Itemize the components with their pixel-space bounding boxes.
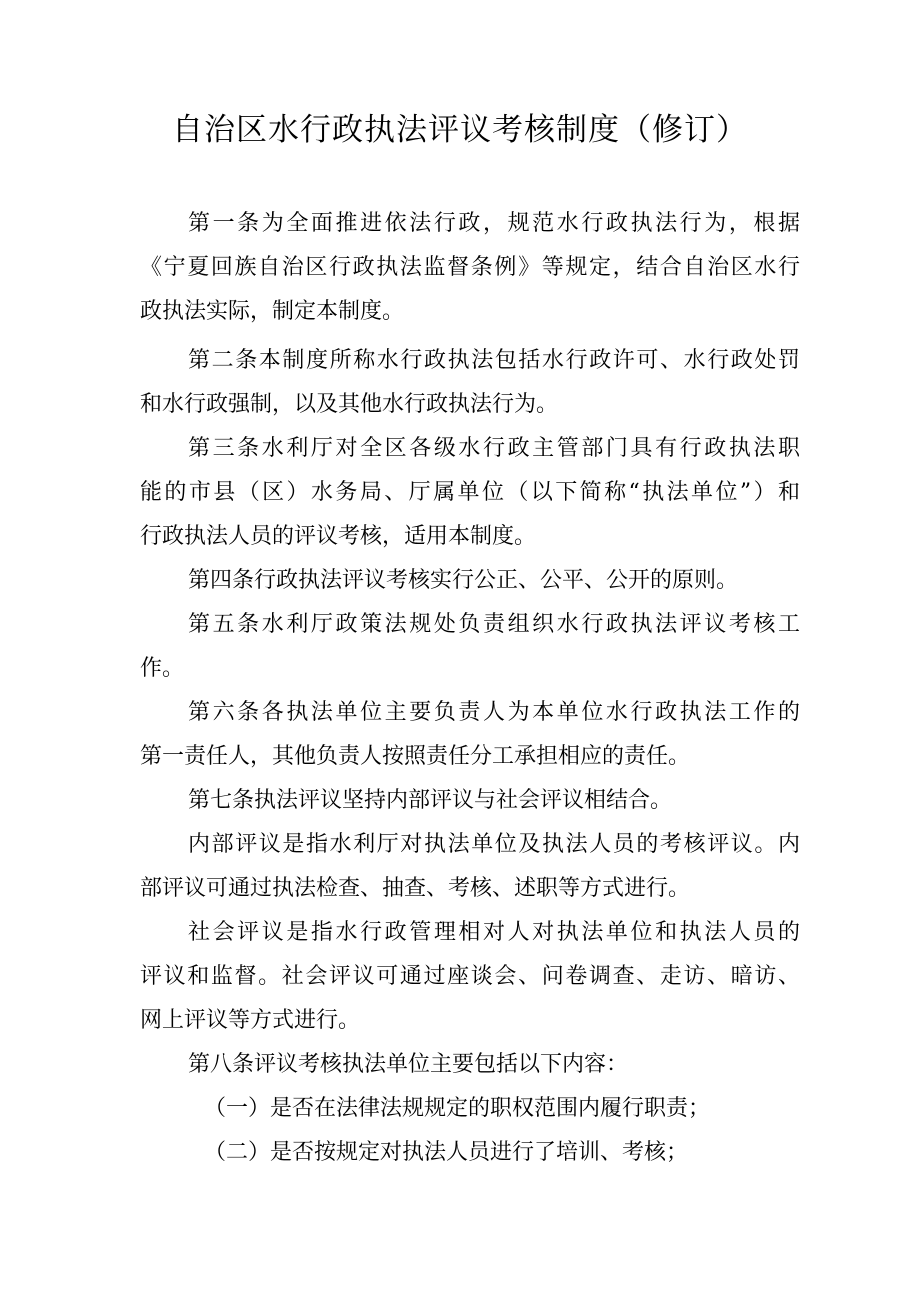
paragraph-line: 社会评议是指水行政管理相对人对执法单位和执法人员的	[188, 920, 800, 945]
paragraph-line: 评议和监督。社会评议可通过座谈会、问卷调查、走访、暗访、	[140, 964, 800, 989]
list-item: （二）是否按规定对执法人员进行了培训、考核；	[204, 1140, 689, 1165]
paragraph-line: 网上评议等方式进行。	[140, 1008, 361, 1033]
paragraph-line: 能的市县（区）水务局、厅属单位（以下简称“执法单位”）和	[140, 480, 800, 505]
paragraph-line: 政执法实际，制定本制度。	[140, 299, 405, 324]
paragraph-line: 第六条各执法单位主要负责人为本单位水行政执法工作的	[188, 700, 800, 725]
paragraph-line: 和水行政强制，以及其他水行政执法行为。	[140, 392, 559, 417]
paragraph-line: 《宁夏回族自治区行政执法监督条例》等规定，结合自治区水行	[140, 255, 800, 280]
paragraph-line: 第三条水利厅对全区各级水行政主管部门具有行政执法职	[188, 436, 800, 461]
paragraph-line: 第七条执法评议坚持内部评议与社会评议相结合。	[188, 788, 673, 813]
paragraph-line: 第四条行政执法评议考核实行公正、公平、公开的原则。	[188, 568, 739, 593]
paragraph-line: 内部评议是指水利厅对执法单位及执法人员的考核评议。内	[188, 832, 800, 857]
paragraph-line: 第五条水利厅政策法规处负责组织水行政执法评议考核工	[188, 612, 800, 637]
document-title: 自治区水行政执法评议考核制度（修订）	[172, 112, 748, 148]
paragraph-line: 作。	[140, 656, 185, 681]
paragraph-line: 第一责任人，其他负责人按照责任分工承担相应的责任。	[140, 744, 691, 769]
paragraph-line: 部评议可通过执法检查、抽查、考核、述职等方式进行。	[140, 876, 691, 901]
paragraph-line: 第一条为全面推进依法行政，规范水行政执法行为，根据	[188, 211, 800, 236]
paragraph-line: 行政执法人员的评议考核，适用本制度。	[140, 524, 537, 549]
paragraph-line: 第八条评议考核执法单位主要包括以下内容：	[188, 1052, 629, 1077]
list-item: （一）是否在法律法规规定的职权范围内履行职责；	[204, 1096, 711, 1121]
paragraph-line: 第二条本制度所称水行政执法包括水行政许可、水行政处罚	[188, 348, 800, 373]
